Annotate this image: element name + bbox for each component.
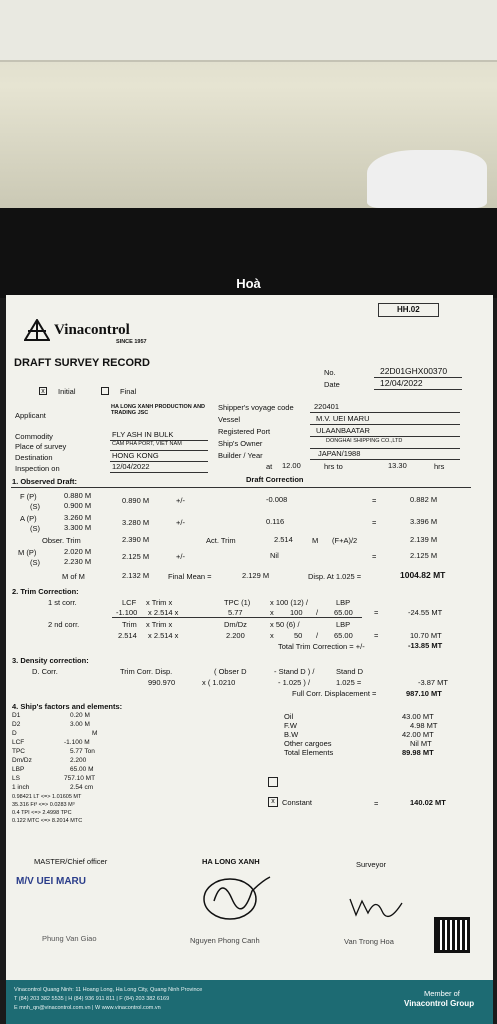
trim-r1-eq: =	[374, 608, 379, 617]
hrs-to-label: hrs to	[324, 462, 343, 471]
to-value: 13.30	[388, 461, 407, 470]
density-disp: 990.970	[148, 678, 176, 687]
hlx-label: HA LONG XANH	[202, 857, 260, 866]
factors-heading: 4. Ship's factors and elements:	[12, 702, 123, 711]
density-h3: - Stand D ) /	[274, 667, 315, 676]
act-trim-value: 2.514	[274, 535, 293, 544]
a-mean: 3.280 M	[122, 518, 150, 527]
f-mean: 0.890 M	[122, 496, 150, 505]
builder-value: JAPAN/1988	[318, 449, 361, 458]
factor-value: 2.54 cm	[70, 784, 94, 791]
fp-label: F (P)	[20, 492, 37, 501]
trim-h7: x Trim x	[146, 620, 173, 629]
conversion-line: 0.4 TPI <=> 2.4998 TPC	[12, 810, 72, 816]
factor-key: D2	[12, 721, 21, 728]
disp-label: Disp. At 1.025 =	[308, 572, 362, 581]
f-pm: +/-	[176, 496, 185, 505]
full-corr-label: Full Corr. Displacement =	[292, 689, 377, 698]
density-result: -3.87 MT	[418, 678, 449, 687]
footer-group: Vinacontrol Group	[404, 999, 475, 1008]
factor-key: LS	[12, 775, 20, 782]
footer-email: E mnh_qn@vinacontrol.com.vn | W www.vinacontrol.com.vn	[14, 1005, 161, 1011]
commodity-value: FLY ASH IN BULK	[112, 430, 174, 439]
trim-r1-x: x	[270, 608, 274, 617]
element-key: Oil	[284, 712, 294, 721]
trim-h8: Dm/Dz	[224, 620, 247, 629]
constant-eq: =	[374, 799, 379, 808]
trim-h9: x 50 (6) /	[270, 620, 300, 629]
conversion-line: 0.98421 LT <=> 1.01605 MT	[12, 794, 82, 800]
density-dcorr-label: D. Corr.	[32, 667, 58, 676]
m-eq: =	[372, 552, 377, 561]
element-value: 43.00 MT	[402, 712, 434, 721]
factor-value: 2.200	[70, 757, 87, 764]
disp-value: 1004.82 MT	[400, 570, 446, 580]
a-correction: 0.116	[266, 517, 285, 526]
density-h4: Stand D	[336, 667, 364, 676]
applicant-value: HA LONG XANH PRODUCTION AND TRADING JSC	[111, 404, 206, 416]
mp-label: M (P)	[18, 548, 37, 557]
final-mean-value: 2.129 M	[242, 571, 270, 580]
trim-h2: x Trim x	[146, 598, 173, 607]
final-label: Final	[120, 387, 137, 396]
builder-label: Builder / Year	[218, 451, 263, 460]
applicant-label: Applicant	[15, 411, 46, 420]
trim-h3: TPC (1)	[224, 598, 251, 607]
m-result: 2.125 M	[410, 551, 438, 560]
ap-label: A (P)	[20, 514, 37, 523]
background-cloth	[367, 150, 487, 208]
ms-value: 2.230 M	[64, 557, 92, 566]
document-title: DRAFT SURVEY RECORD	[14, 357, 150, 369]
as-value: 3.300 M	[64, 523, 92, 532]
registered-port-label: Registered Port	[218, 427, 271, 436]
hlx-signature	[202, 871, 272, 921]
conversion-line: 0.122 MTC <=> 8.2014 MTC	[12, 818, 83, 824]
trim-r2-dmdz: 2.200	[226, 631, 245, 640]
trim-r2-lbp: 65.00	[334, 631, 353, 640]
ap-value: 3.260 M	[64, 513, 92, 522]
final-mean-label: Final Mean =	[168, 572, 212, 581]
hlx-name: Nguyen Phong Canh	[190, 936, 260, 945]
factor-key: LCF	[12, 739, 25, 746]
density-obs: x ( 1.0210	[202, 678, 236, 687]
a-eq: =	[372, 518, 377, 527]
density-h2: ( Obser D	[214, 667, 247, 676]
ceiling	[0, 0, 497, 62]
density-h1: Trim Corr. Disp.	[120, 667, 173, 676]
voyage-label: Shipper's voyage code	[218, 403, 294, 412]
vessel-label: Vessel	[218, 415, 241, 424]
trim-r1-lcf: -1.100	[116, 608, 138, 617]
surveyor-name: Van Trong Hoa	[344, 937, 394, 946]
trim-r1-lbp: 65.00	[334, 608, 353, 617]
place-label: Place of survey	[15, 442, 67, 451]
m-pm: +/-	[176, 552, 185, 561]
fp-value: 0.880 M	[64, 491, 92, 500]
fa2-value: 2.139 M	[410, 535, 438, 544]
m-correction: Nil	[270, 551, 279, 560]
element-key: Other cargoes	[284, 739, 332, 748]
element-value: 89.98 MT	[402, 748, 434, 757]
factor-key: D	[12, 730, 17, 737]
inspection-value: 12/04/2022	[112, 462, 150, 471]
trim-first-label: 1 st corr.	[48, 598, 77, 607]
trim-r1-trim: x 2.514 x	[148, 608, 179, 617]
at-label: at	[266, 462, 273, 471]
factor-value: 757.10 MT	[64, 775, 96, 782]
observed-draft-heading: 1. Observed Draft:	[12, 477, 78, 486]
master-name: Phung Van Giao	[42, 934, 97, 943]
trim-heading: 2. Trim Correction:	[12, 587, 79, 596]
mofm-value: 2.132 M	[122, 571, 150, 580]
constant-label: Constant	[282, 798, 313, 807]
registered-port-value: ULAANBAATAR	[316, 426, 370, 435]
owner-label: Ship's Owner	[218, 439, 263, 448]
conversion-line: 35.316 Ft³ <=> 0.0283 M³	[12, 802, 75, 808]
trim-r2-eq: =	[374, 631, 379, 640]
as-label: (S)	[30, 524, 40, 533]
m-mean: 2.125 M	[122, 552, 150, 561]
initial-label: Initial	[58, 387, 76, 396]
place-value: CAM PHA PORT, VIET NAM	[112, 441, 182, 447]
master-stamp: M/V UEI MARU	[16, 876, 86, 887]
date-value: 12/04/2022	[380, 378, 423, 388]
trim-h6: Trim	[122, 620, 137, 629]
factor-key: D1	[12, 712, 21, 719]
form-code: HH.02	[378, 303, 439, 317]
constant-value: 140.02 MT	[410, 798, 446, 807]
vessel-value: M.V. UEI MARU	[316, 414, 370, 423]
factor-key: LBP	[12, 766, 25, 773]
full-corr-value: 987.10 MT	[406, 689, 442, 698]
brand-since: SINCE 1957	[116, 339, 147, 345]
footer-phone: T (84) 203 382 5535 | H (84) 936 911 811 | F (84) 203 382 6169	[14, 996, 170, 1002]
trim-total-value: -13.85 MT	[408, 641, 443, 650]
fa2-label: (F+A)/2	[332, 536, 358, 545]
mofm-label: M of M	[62, 572, 85, 581]
element-value: Nil MT	[410, 739, 432, 748]
act-trim-label: Act. Trim	[206, 536, 236, 545]
destination-value: HONG KONG	[112, 451, 159, 460]
surveyor-label: Surveyor	[356, 860, 387, 869]
factor-key: 1 inch	[12, 784, 30, 791]
master-label: MASTER/Chief officer	[34, 857, 108, 866]
mp-value: 2.020 M	[64, 547, 92, 556]
constant-checkbox[interactable]: x	[268, 797, 278, 807]
factor-key: Dm/Dz	[12, 757, 32, 764]
trim-r2-result: 10.70 MT	[410, 631, 442, 640]
ms-label: (S)	[30, 558, 40, 567]
factor-value: -1.100 M	[64, 739, 90, 746]
trim-r2-x: x	[270, 631, 274, 640]
final-checkbox[interactable]	[101, 387, 109, 395]
obser-trim-value: 2.390 M	[122, 535, 150, 544]
trim-r2-slash: /	[316, 631, 319, 640]
factor-key: TPC	[12, 748, 25, 755]
factor-value: 5.77 Ton	[70, 748, 95, 755]
trim-r2-trim: 2.514	[118, 631, 137, 640]
factor-value: 65.00 M	[70, 766, 94, 773]
factor-value: 0.20 M	[70, 712, 90, 719]
brand-name: Vinacontrol	[54, 322, 130, 338]
voyage-value: 220401	[314, 402, 340, 411]
element-key: F.W	[284, 721, 297, 730]
element-value: 4.98 MT	[410, 721, 438, 730]
trim-r1-result: -24.55 MT	[408, 608, 443, 617]
no-value: 22D01GHX00370	[380, 366, 448, 376]
trim-h5: LBP	[336, 598, 351, 607]
trim-r2-trim2: x 2.514 x	[148, 631, 179, 640]
inspection-label: Inspection on	[15, 464, 60, 473]
fs-label: (S)	[30, 502, 40, 511]
qr-code-icon	[434, 917, 470, 953]
a-result: 3.396 M	[410, 517, 438, 526]
no-label: No.	[324, 368, 336, 377]
density-stand: - 1.025 ) /	[278, 678, 311, 687]
footer-address: Vinacontrol Quang Ninh: 11 Hoang Long, Ha Long City, Quang Ninh Province	[14, 987, 203, 993]
obser-trim-label: Obser. Trim	[42, 536, 81, 545]
trim-total-label: Total Trim Correction = +/-	[278, 642, 365, 651]
f-correction: -0.008	[266, 495, 288, 504]
trim-r2-50: 50	[294, 631, 303, 640]
trim-h1: LCF	[122, 598, 137, 607]
trim-r1-tpc: 5.77	[228, 608, 243, 617]
footer	[6, 980, 493, 1024]
draft-correction-heading: Draft Correction	[246, 475, 304, 484]
element-value: 42.00 MT	[402, 730, 434, 739]
element-key: Total Elements	[284, 748, 334, 757]
factor-value: M	[92, 730, 98, 737]
element-key: B.W	[284, 730, 299, 739]
trim-h10: LBP	[336, 620, 351, 629]
window-title: Hoà	[236, 276, 261, 291]
trim-second-label: 2 nd corr.	[48, 620, 80, 629]
commodity-label: Commodity	[15, 432, 53, 441]
vinacontrol-logo-icon	[24, 319, 50, 341]
density-stand2: 1.025 =	[336, 678, 362, 687]
factor-value: 3.00 M	[70, 721, 90, 728]
destination-label: Destination	[15, 453, 53, 462]
a-pm: +/-	[176, 518, 185, 527]
hrs-label: hrs	[434, 462, 445, 471]
owner-value: DONGHAI SHIPPING CO.,LTD	[326, 438, 403, 444]
draft-survey-document	[6, 295, 493, 1024]
empty-checkbox[interactable]	[268, 777, 278, 787]
trim-r1-slash: /	[316, 608, 319, 617]
date-label: Date	[324, 380, 340, 389]
f-result: 0.882 M	[410, 495, 438, 504]
footer-member: Member of	[424, 989, 460, 998]
initial-checkbox[interactable]: x	[39, 387, 47, 395]
density-heading: 3. Density correction:	[12, 656, 89, 665]
trim-h4: x 100 (12) /	[270, 598, 308, 607]
fs-value: 0.900 M	[64, 501, 92, 510]
at-value: 12.00	[282, 461, 301, 470]
surveyor-signature	[346, 893, 406, 919]
act-trim-unit: M	[312, 536, 319, 545]
f-eq: =	[372, 496, 377, 505]
trim-r1-100: 100	[290, 608, 303, 617]
